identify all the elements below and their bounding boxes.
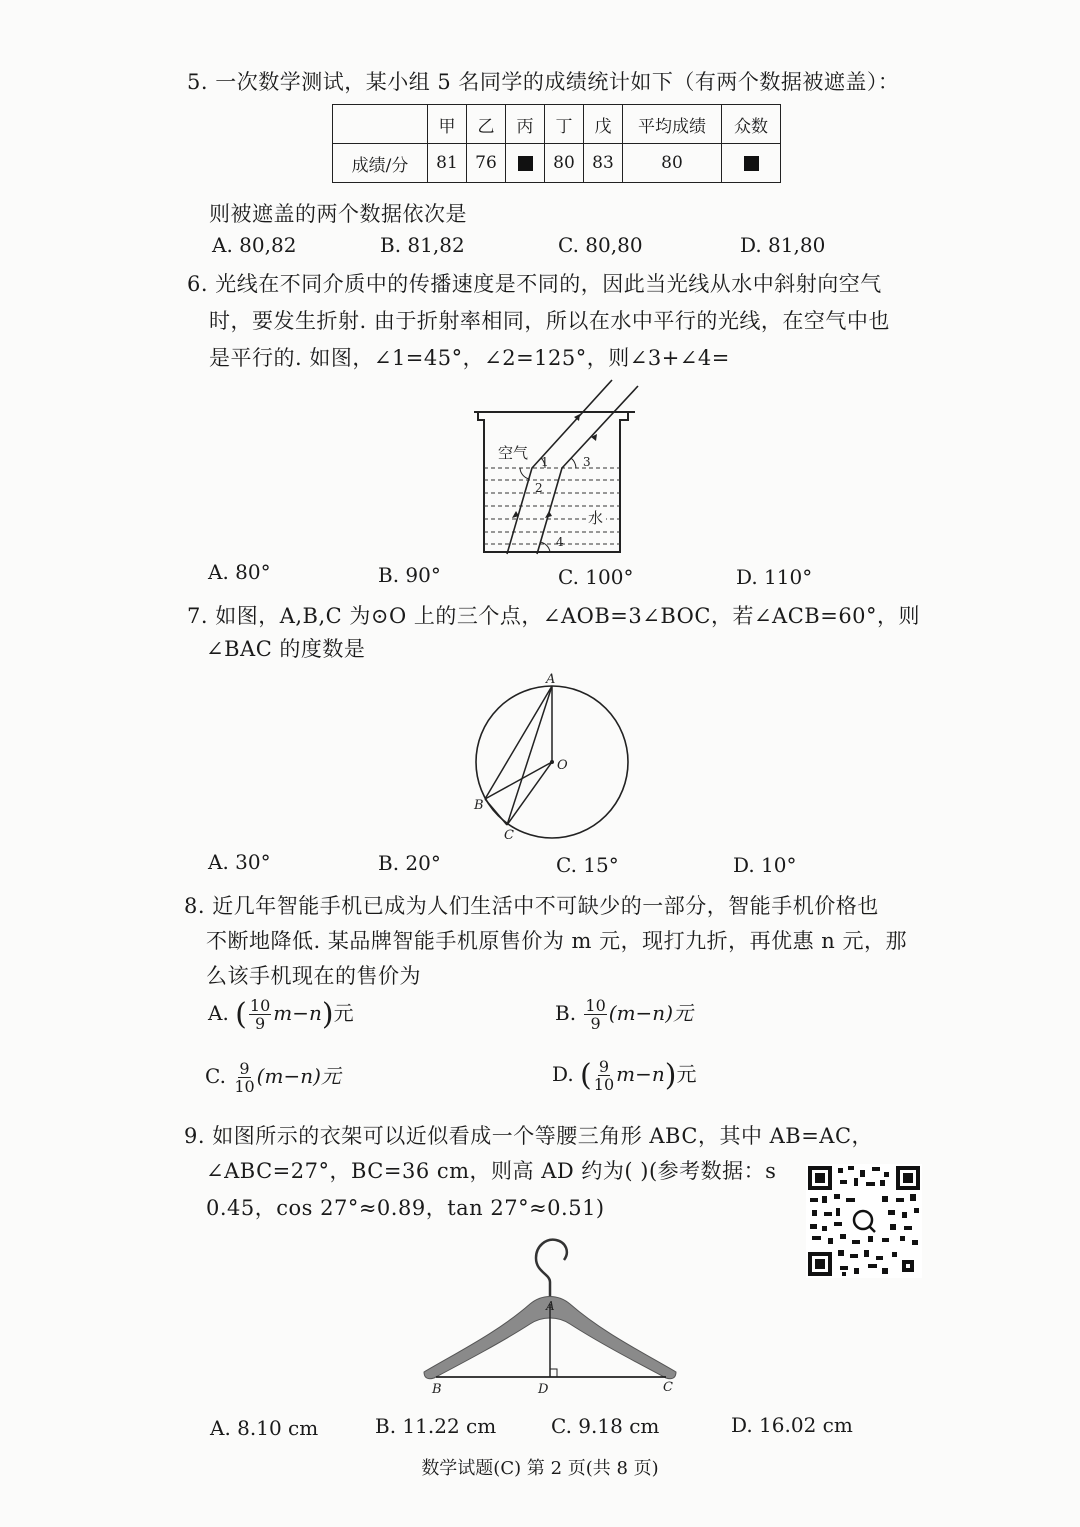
q7-option-b[interactable]: B. 20° [378,851,441,875]
option-label: B. [555,1001,577,1025]
table-header-cell [333,105,428,144]
masked-cell [506,144,545,183]
point-label-o: O [557,758,568,773]
table-header-cell: 丙 [506,105,545,144]
right-angle-mark [550,1369,557,1377]
beaker-outline [474,412,635,552]
q9-option-b[interactable]: B. 11.22 cm [375,1414,497,1438]
table-header-row [333,105,781,144]
q6-stem-line: 6. 光线在不同介质中的传播速度是不同的，因此当光线从水中斜射向空气 [187,272,882,296]
option-label: C. [205,1064,226,1088]
q5-question: 则被遮盖的两个数据依次是 [209,202,467,226]
point-label-a: A [546,672,556,687]
fraction: $\frac{9}{10}$ [234,1059,255,1096]
option-label: D. [552,1062,574,1086]
page-footer: 数学试题(C) 第 2 页(共 8 页) [421,1458,659,1479]
qr-code-icon[interactable] [806,1164,922,1278]
q8-option-a[interactable]: A. ( $\frac{10}{9}$ m−n)元 [208,996,354,1033]
fraction: $\frac{10}{9}$ [249,996,271,1033]
q9-hanger-figure [418,1232,683,1404]
table-cell: 76 [467,144,506,183]
air-label: 空气 [498,444,529,462]
table-cell: 80 [623,144,722,183]
q7-option-a[interactable]: A. 30° [208,850,271,874]
q6-option-c[interactable]: C. 100° [558,565,634,589]
point-label-b: B [432,1382,442,1397]
q9-stem-line: ∠ABC=27°，BC=36 cm，则高 AD 约为( )(参考数据：s [206,1159,777,1183]
point-label-c: C [663,1380,673,1395]
table-header-cell: 平均成绩 [623,105,722,144]
hook-icon [536,1240,567,1300]
table-cell: 80 [545,144,584,183]
table-row-label: 成绩/分 [333,144,428,183]
q6-beaker-figure [470,376,645,558]
q8-option-b[interactable]: B. $\frac{10}{9}$ (m−n)元 [555,996,693,1033]
q9-option-a[interactable]: A. 8.10 cm [210,1416,319,1440]
arrow-icon [545,511,552,518]
table-cell: 83 [584,144,623,183]
q9-stem-line: 9. 如图所示的衣架可以近似看成一个等腰三角形 ABC，其中 AB=AC， [184,1124,874,1148]
table-header-cell: 戊 [584,105,623,144]
triangle-lines [485,686,552,825]
q9-stem-line: 0.45，cos 27°≈0.89，tan 27°≈0.51) [206,1196,605,1220]
q6-option-b[interactable]: B. 90° [378,563,441,587]
angle-arc-2 [520,468,529,479]
fraction: $\frac{9}{10}$ [593,1057,615,1094]
fraction: $\frac{10}{9}$ [585,996,606,1033]
point-label-c: C [504,828,514,843]
water-label: 水 [588,509,604,527]
mask-square [744,156,759,171]
q5-stem: 5. 一次数学测试，某小组 5 名同学的成绩统计如下（有两个数据被遮盖）： [187,70,900,94]
q5-option-d[interactable]: D. 81,80 [740,233,826,257]
q5-option-b[interactable]: B. 81,82 [380,233,465,257]
q7-circle-figure [466,668,636,848]
table-header-cell: 甲 [428,105,467,144]
point-label-a: A [546,1299,555,1313]
q7-stem-line: 7. 如图，A,B,C 为⊙O 上的三个点，∠AOB=3∠BOC，若∠ACB=60°，则 [187,604,921,628]
table-cell: 81 [428,144,467,183]
angle-arc-3 [571,458,576,468]
point-label-d: D [538,1382,549,1397]
angle-label-1: 1 [541,455,549,469]
q6-stem-line: 时，要发生折射. 由于折射率相同，所以在水中平行的光线，在空气中也 [209,309,890,333]
q9-option-c[interactable]: C. 9.18 cm [551,1414,660,1438]
q6-option-a[interactable]: A. 80° [208,560,271,584]
point-label-b: B [474,798,484,813]
angle-label-3: 3 [583,455,591,469]
q5-score-table [332,104,781,183]
masked-cell [722,144,781,183]
q8-stem-line: 么该手机现在的售价为 [206,964,421,988]
q6-option-d[interactable]: D. 110° [736,565,813,589]
q7-option-c[interactable]: C. 15° [556,853,619,877]
q6-stem-line: 是平行的. 如图，∠1=45°，∠2=125°，则∠3+∠4= [209,346,730,370]
q8-option-d[interactable]: D. ( $\frac{9}{10}$ m−n)元 [552,1057,697,1094]
table-header-cell: 丁 [545,105,584,144]
q5-option-a[interactable]: A. 80,82 [212,233,297,257]
water-lines [484,468,620,544]
table-header-cell: 乙 [467,105,506,144]
q9-option-d[interactable]: D. 16.02 cm [731,1413,853,1437]
angle-label-2: 2 [535,481,543,495]
q8-stem-line: 8. 近几年智能手机已成为人们生活中不可缺少的一部分，智能手机价格也 [184,894,879,918]
table-header-cell: 众数 [722,105,781,144]
q5-option-c[interactable]: C. 80,80 [558,233,643,257]
table-row [333,144,781,183]
option-label: A. [208,1001,229,1025]
q7-option-d[interactable]: D. 10° [733,853,797,877]
mask-square [518,156,533,171]
angle-label-4: 4 [556,535,564,549]
q8-option-c[interactable]: C. $\frac{9}{10}$ (m−n)元 [205,1059,341,1096]
q8-stem-line: 不断地降低. 某品牌智能手机原售价为 m 元，现打九折，再优惠 n 元，那 [206,929,907,953]
light-ray-1 [507,380,612,554]
q7-stem-line: ∠BAC 的度数是 [206,637,366,661]
